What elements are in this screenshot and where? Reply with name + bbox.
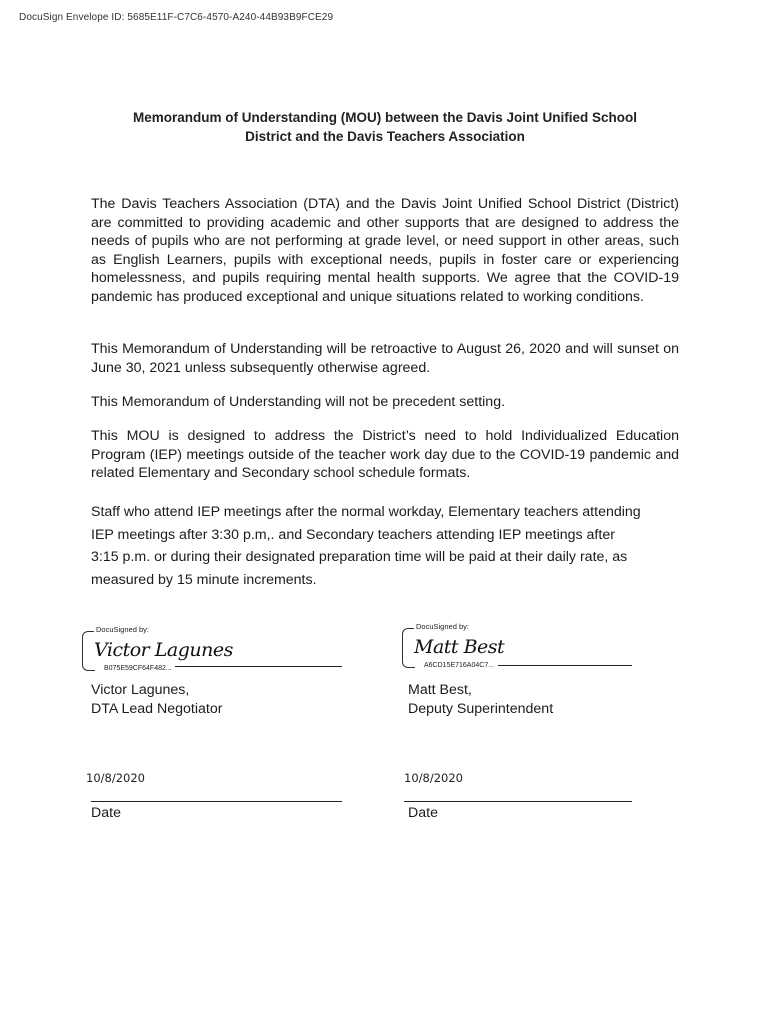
docusign-envelope-id: DocuSign Envelope ID: 5685E11F-C7C6-4570-A240-44B93B9FCE29 <box>19 12 334 23</box>
signer-info-dta <box>91 681 222 718</box>
compensation-line: Staff who attend IEP meetings after the normal workday, Elementary teachers attending <box>91 504 641 520</box>
signed-date: 10/8/2020 <box>404 771 463 785</box>
compensation-line: measured by 15 minute increments. <box>91 571 317 588</box>
signature-line <box>175 666 342 667</box>
docusigned-by-label: DocuSigned by: <box>416 622 469 631</box>
signature-line <box>498 665 632 666</box>
handwritten-signature: Matt Best <box>414 636 505 658</box>
date-line <box>91 801 342 802</box>
paragraph-compensation <box>91 501 679 591</box>
paragraph-retroactive: This Memorandum of Understanding will be retroactive to August 26, 2020 and will sunset on June 30, 2021 unless subsequently otherwise agreed. <box>91 341 679 376</box>
signer-title: DTA Lead Negotiator <box>91 700 223 717</box>
docusign-stamp <box>402 622 512 670</box>
signature-block-district <box>402 622 512 670</box>
title-line-2: District and the Davis Teachers Association <box>245 129 525 144</box>
document-title <box>60 108 710 146</box>
compensation-line: 3:15 p.m. or during their designated preparation time will be paid at their daily rate, as <box>91 549 628 565</box>
handwritten-signature: Victor Lagunes <box>94 639 233 661</box>
docusigned-by-label: DocuSigned by: <box>96 625 149 634</box>
docusign-signer-id: A6CD15E716A04C7... <box>424 662 495 669</box>
signer-name: Matt Best, <box>408 682 472 698</box>
title-line-1: Memorandum of Understanding (MOU) between the Davis Joint Unified School <box>132 110 638 125</box>
date-label: Date <box>91 805 121 821</box>
signer-info-district <box>408 681 553 718</box>
signer-name: Victor Lagunes, <box>91 682 190 698</box>
date-label: Date <box>408 805 438 821</box>
signer-title: Deputy Superintendent <box>408 700 554 717</box>
docusign-signer-id: B075E59CF64F482... <box>104 665 172 672</box>
paragraph-commitment: The Davis Teachers Association (DTA) and the Davis Joint Unified School District (District) are committed to providing academic and other supports that are designed to address the needs of pupils who are not performing at grade level, or need support in other areas, such as English Learners, pupils with exceptional needs, pupils in foster care or experiencing homelessness, and pupils requiring mental health supports. We agree that the COVID-19 pandemic has produced exceptional and unique situations related to working conditions. <box>91 196 679 305</box>
date-line <box>404 801 632 802</box>
compensation-line: IEP meetings after 3:30 p.m,. and Secondary teachers attending IEP meetings after <box>91 526 615 543</box>
paragraph-precedent: This Memorandum of Understanding will not be precedent setting. <box>91 394 506 410</box>
paragraph-purpose: This MOU is designed to address the District’s need to hold Individualized Education Program (IEP) meetings outside of the teacher work day due to the COVID-19 pandemic and related Elementary and Secondary school schedule formats. <box>91 428 679 481</box>
signed-date: 10/8/2020 <box>86 771 145 785</box>
